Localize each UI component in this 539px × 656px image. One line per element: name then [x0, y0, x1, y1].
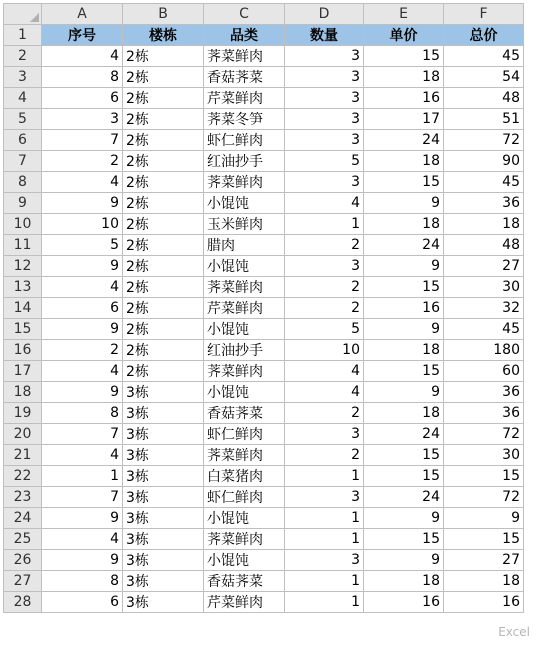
cell-building[interactable]: 2栋: [123, 130, 204, 151]
cell-unit-price[interactable]: 9: [364, 508, 444, 529]
cell-quantity[interactable]: 1: [285, 529, 364, 550]
table-row: [4, 382, 524, 403]
cell-seq[interactable]: 5: [42, 235, 123, 256]
cell-seq[interactable]: 3: [42, 109, 123, 130]
cell-seq[interactable]: 8: [42, 571, 123, 592]
cell-unit-price[interactable]: 15: [364, 172, 444, 193]
cell-unit-price[interactable]: 9: [364, 319, 444, 340]
cell-seq[interactable]: 9: [42, 550, 123, 571]
data-table: [3, 3, 524, 613]
cell-category[interactable]: 芹菜鲜肉: [204, 88, 285, 109]
cell-seq[interactable]: 9: [42, 256, 123, 277]
table-row: [4, 256, 524, 277]
row-header[interactable]: 18: [4, 382, 42, 403]
cell-total-price[interactable]: 15: [444, 529, 524, 550]
cell-seq[interactable]: 7: [42, 424, 123, 445]
cell-category[interactable]: 荠菜鲜肉: [204, 172, 285, 193]
cell-total-price[interactable]: 72: [444, 424, 524, 445]
cell-total-price[interactable]: 36: [444, 403, 524, 424]
cell-quantity[interactable]: 3: [285, 550, 364, 571]
header-cell-category[interactable]: 品类: [204, 25, 285, 46]
cell-building[interactable]: 2栋: [123, 67, 204, 88]
cell-total-price[interactable]: 72: [444, 130, 524, 151]
cell-unit-price[interactable]: 18: [364, 571, 444, 592]
cell-unit-price[interactable]: 16: [364, 88, 444, 109]
cell-category[interactable]: 红油抄手: [204, 151, 285, 172]
cell-building[interactable]: 3栋: [123, 403, 204, 424]
header-cell-quantity[interactable]: 数量: [285, 25, 364, 46]
cell-seq[interactable]: 9: [42, 508, 123, 529]
cell-category[interactable]: 荠菜鲜肉: [204, 361, 285, 382]
cell-category[interactable]: 虾仁鲜肉: [204, 130, 285, 151]
cell-seq[interactable]: 6: [42, 592, 123, 613]
cell-unit-price[interactable]: 15: [364, 466, 444, 487]
cell-quantity[interactable]: 3: [285, 172, 364, 193]
cell-building[interactable]: 2栋: [123, 109, 204, 130]
cell-total-price[interactable]: 45: [444, 46, 524, 67]
header-cell-unit-price[interactable]: 单价: [364, 25, 444, 46]
table-row: [4, 319, 524, 340]
cell-building[interactable]: 3栋: [123, 508, 204, 529]
cell-unit-price[interactable]: 9: [364, 382, 444, 403]
cell-seq[interactable]: 4: [42, 529, 123, 550]
cell-unit-price[interactable]: 16: [364, 298, 444, 319]
cell-building[interactable]: 3栋: [123, 571, 204, 592]
cell-unit-price[interactable]: 18: [364, 340, 444, 361]
row-header[interactable]: 6: [4, 130, 42, 151]
cell-quantity[interactable]: 3: [285, 424, 364, 445]
cell-unit-price[interactable]: 24: [364, 487, 444, 508]
cell-quantity[interactable]: 1: [285, 214, 364, 235]
cell-seq[interactable]: 8: [42, 403, 123, 424]
cell-quantity[interactable]: 1: [285, 592, 364, 613]
cell-building[interactable]: 2栋: [123, 193, 204, 214]
cell-quantity[interactable]: 3: [285, 130, 364, 151]
table-row: [4, 445, 524, 466]
row-header[interactable]: 13: [4, 277, 42, 298]
cell-total-price[interactable]: 60: [444, 361, 524, 382]
header-row: [4, 25, 524, 46]
cell-seq[interactable]: 10: [42, 214, 123, 235]
cell-category[interactable]: 虾仁鲜肉: [204, 487, 285, 508]
cell-category[interactable]: 小馄饨: [204, 550, 285, 571]
cell-quantity[interactable]: 3: [285, 487, 364, 508]
cell-unit-price[interactable]: 18: [364, 403, 444, 424]
column-header-f[interactable]: F: [444, 4, 524, 25]
cell-seq[interactable]: 2: [42, 340, 123, 361]
cell-building[interactable]: 3栋: [123, 550, 204, 571]
cell-total-price[interactable]: 16: [444, 592, 524, 613]
cell-quantity[interactable]: 4: [285, 193, 364, 214]
cell-quantity[interactable]: 3: [285, 109, 364, 130]
cell-category[interactable]: 小馄饨: [204, 319, 285, 340]
cell-building[interactable]: 2栋: [123, 88, 204, 109]
cell-building[interactable]: 2栋: [123, 172, 204, 193]
cell-building[interactable]: 3栋: [123, 382, 204, 403]
table-row: [4, 109, 524, 130]
cell-building[interactable]: 2栋: [123, 235, 204, 256]
row-header[interactable]: 26: [4, 550, 42, 571]
table-row: [4, 361, 524, 382]
cell-category[interactable]: 芹菜鲜肉: [204, 298, 285, 319]
cell-quantity[interactable]: 4: [285, 382, 364, 403]
row-header[interactable]: 17: [4, 361, 42, 382]
cell-total-price[interactable]: 18: [444, 571, 524, 592]
column-header-e[interactable]: E: [364, 4, 444, 25]
cell-quantity[interactable]: 2: [285, 403, 364, 424]
select-all-corner[interactable]: [4, 4, 42, 25]
cell-unit-price[interactable]: 17: [364, 109, 444, 130]
row-header[interactable]: 21: [4, 445, 42, 466]
row-header[interactable]: 3: [4, 67, 42, 88]
table-row: [4, 403, 524, 424]
cell-seq[interactable]: 4: [42, 361, 123, 382]
cell-building[interactable]: 3栋: [123, 445, 204, 466]
cell-building[interactable]: 2栋: [123, 319, 204, 340]
cell-total-price[interactable]: 36: [444, 382, 524, 403]
cell-total-price[interactable]: 30: [444, 277, 524, 298]
cell-building[interactable]: 3栋: [123, 529, 204, 550]
cell-unit-price[interactable]: 18: [364, 67, 444, 88]
cell-total-price[interactable]: 54: [444, 67, 524, 88]
watermark: Excel: [498, 625, 530, 639]
header-cell-building[interactable]: 楼栋: [123, 25, 204, 46]
cell-unit-price[interactable]: 18: [364, 214, 444, 235]
cell-unit-price[interactable]: 24: [364, 130, 444, 151]
table-row: [4, 550, 524, 571]
cell-quantity[interactable]: 2: [285, 277, 364, 298]
cell-building[interactable]: 3栋: [123, 424, 204, 445]
cell-quantity[interactable]: 4: [285, 361, 364, 382]
cell-category[interactable]: 荠菜冬笋: [204, 109, 285, 130]
cell-category[interactable]: 香菇荠菜: [204, 67, 285, 88]
cell-total-price[interactable]: 32: [444, 298, 524, 319]
cell-unit-price[interactable]: 9: [364, 550, 444, 571]
cell-unit-price[interactable]: 18: [364, 151, 444, 172]
cell-category[interactable]: 小馄饨: [204, 508, 285, 529]
cell-building[interactable]: 3栋: [123, 466, 204, 487]
table-row: [4, 172, 524, 193]
row-header[interactable]: 22: [4, 466, 42, 487]
cell-category[interactable]: 红油抄手: [204, 340, 285, 361]
cell-unit-price[interactable]: 15: [364, 46, 444, 67]
cell-quantity[interactable]: 3: [285, 88, 364, 109]
row-header[interactable]: 15: [4, 319, 42, 340]
table-row: [4, 130, 524, 151]
table-row: [4, 466, 524, 487]
cell-seq[interactable]: 9: [42, 382, 123, 403]
cell-quantity[interactable]: 3: [285, 46, 364, 67]
header-cell-seq[interactable]: 序号: [42, 25, 123, 46]
column-header-d[interactable]: D: [285, 4, 364, 25]
cell-seq[interactable]: 4: [42, 445, 123, 466]
column-header-row: [4, 4, 524, 25]
table-row: [4, 88, 524, 109]
column-header-c[interactable]: C: [204, 4, 285, 25]
row-header[interactable]: 10: [4, 214, 42, 235]
cell-total-price[interactable]: 27: [444, 256, 524, 277]
row-header[interactable]: 16: [4, 340, 42, 361]
row-header[interactable]: 24: [4, 508, 42, 529]
cell-building[interactable]: 2栋: [123, 340, 204, 361]
cell-quantity[interactable]: 1: [285, 571, 364, 592]
cell-quantity[interactable]: 5: [285, 319, 364, 340]
column-header-a[interactable]: A: [42, 4, 123, 25]
cell-category[interactable]: 腊肉: [204, 235, 285, 256]
table-row: [4, 193, 524, 214]
cell-quantity[interactable]: 2: [285, 298, 364, 319]
cell-seq[interactable]: 6: [42, 88, 123, 109]
cell-category[interactable]: 芹菜鲜肉: [204, 592, 285, 613]
table-row: [4, 529, 524, 550]
table-row: [4, 487, 524, 508]
row-header[interactable]: 19: [4, 403, 42, 424]
cell-building[interactable]: 2栋: [123, 256, 204, 277]
cell-unit-price[interactable]: 15: [364, 445, 444, 466]
spreadsheet: [3, 3, 536, 653]
row-header[interactable]: 20: [4, 424, 42, 445]
row-header[interactable]: 27: [4, 571, 42, 592]
cell-quantity[interactable]: 2: [285, 235, 364, 256]
row-header[interactable]: 12: [4, 256, 42, 277]
table-row: [4, 151, 524, 172]
cell-seq[interactable]: 9: [42, 193, 123, 214]
cell-quantity[interactable]: 1: [285, 466, 364, 487]
cell-seq[interactable]: 7: [42, 487, 123, 508]
cell-building[interactable]: 3栋: [123, 592, 204, 613]
cell-category[interactable]: 白菜猪肉: [204, 466, 285, 487]
cell-building[interactable]: 2栋: [123, 361, 204, 382]
cell-seq[interactable]: 7: [42, 130, 123, 151]
cell-total-price[interactable]: 48: [444, 235, 524, 256]
cell-building[interactable]: 3栋: [123, 487, 204, 508]
table-row: [4, 508, 524, 529]
cell-total-price[interactable]: 51: [444, 109, 524, 130]
cell-total-price[interactable]: 45: [444, 319, 524, 340]
row-header[interactable]: 25: [4, 529, 42, 550]
column-header-b[interactable]: B: [123, 4, 204, 25]
cell-category[interactable]: 虾仁鲜肉: [204, 424, 285, 445]
row-header[interactable]: 1: [4, 25, 42, 46]
cell-unit-price[interactable]: 15: [364, 361, 444, 382]
table-row: [4, 46, 524, 67]
cell-category[interactable]: 小馄饨: [204, 193, 285, 214]
cell-unit-price[interactable]: 9: [364, 193, 444, 214]
cell-total-price[interactable]: 18: [444, 214, 524, 235]
cell-building[interactable]: 2栋: [123, 298, 204, 319]
cell-seq[interactable]: 9: [42, 319, 123, 340]
row-header[interactable]: 7: [4, 151, 42, 172]
cell-unit-price[interactable]: 15: [364, 529, 444, 550]
cell-unit-price[interactable]: 9: [364, 256, 444, 277]
cell-seq[interactable]: 1: [42, 466, 123, 487]
table-row: [4, 277, 524, 298]
cell-total-price[interactable]: 180: [444, 340, 524, 361]
row-header[interactable]: 28: [4, 592, 42, 613]
table-row: [4, 67, 524, 88]
row-header[interactable]: 2: [4, 46, 42, 67]
cell-seq[interactable]: 4: [42, 277, 123, 298]
cell-seq[interactable]: 6: [42, 298, 123, 319]
row-header[interactable]: 9: [4, 193, 42, 214]
cell-total-price[interactable]: 36: [444, 193, 524, 214]
cell-building[interactable]: 2栋: [123, 46, 204, 67]
cell-seq[interactable]: 2: [42, 151, 123, 172]
cell-seq[interactable]: 4: [42, 46, 123, 67]
cell-total-price[interactable]: 90: [444, 151, 524, 172]
cell-building[interactable]: 2栋: [123, 214, 204, 235]
cell-total-price[interactable]: 72: [444, 487, 524, 508]
cell-quantity[interactable]: 5: [285, 151, 364, 172]
row-header[interactable]: 11: [4, 235, 42, 256]
table-row: [4, 214, 524, 235]
cell-seq[interactable]: 8: [42, 67, 123, 88]
cell-building[interactable]: 2栋: [123, 277, 204, 298]
cell-category[interactable]: 小馄饨: [204, 256, 285, 277]
cell-category[interactable]: 荠菜鲜肉: [204, 445, 285, 466]
cell-category[interactable]: 玉米鲜肉: [204, 214, 285, 235]
cell-quantity[interactable]: 2: [285, 445, 364, 466]
row-header[interactable]: 4: [4, 88, 42, 109]
cell-total-price[interactable]: 45: [444, 172, 524, 193]
cell-category[interactable]: 荠菜鲜肉: [204, 46, 285, 67]
cell-total-price[interactable]: 15: [444, 466, 524, 487]
table-row: [4, 235, 524, 256]
cell-building[interactable]: 2栋: [123, 151, 204, 172]
cell-unit-price[interactable]: 15: [364, 277, 444, 298]
table-row: [4, 340, 524, 361]
row-header[interactable]: 8: [4, 172, 42, 193]
table-row: [4, 571, 524, 592]
table-row: [4, 298, 524, 319]
row-header[interactable]: 14: [4, 298, 42, 319]
select-all-triangle-icon: [30, 13, 39, 22]
cell-category[interactable]: 荠菜鲜肉: [204, 277, 285, 298]
cell-quantity[interactable]: 1: [285, 508, 364, 529]
row-header[interactable]: 5: [4, 109, 42, 130]
cell-category[interactable]: 香菇荠菜: [204, 571, 285, 592]
cell-category[interactable]: 小馄饨: [204, 382, 285, 403]
cell-seq[interactable]: 4: [42, 172, 123, 193]
header-cell-total-price[interactable]: 总价: [444, 25, 524, 46]
cell-total-price[interactable]: 9: [444, 508, 524, 529]
cell-unit-price[interactable]: 24: [364, 424, 444, 445]
cell-total-price[interactable]: 27: [444, 550, 524, 571]
cell-total-price[interactable]: 30: [444, 445, 524, 466]
table-row: [4, 424, 524, 445]
cell-quantity[interactable]: 3: [285, 256, 364, 277]
cell-category[interactable]: 香菇荠菜: [204, 403, 285, 424]
table-row: [4, 592, 524, 613]
cell-category[interactable]: 荠菜鲜肉: [204, 529, 285, 550]
cell-unit-price[interactable]: 24: [364, 235, 444, 256]
row-header[interactable]: 23: [4, 487, 42, 508]
cell-quantity[interactable]: 10: [285, 340, 364, 361]
cell-unit-price[interactable]: 16: [364, 592, 444, 613]
cell-total-price[interactable]: 48: [444, 88, 524, 109]
cell-quantity[interactable]: 3: [285, 67, 364, 88]
